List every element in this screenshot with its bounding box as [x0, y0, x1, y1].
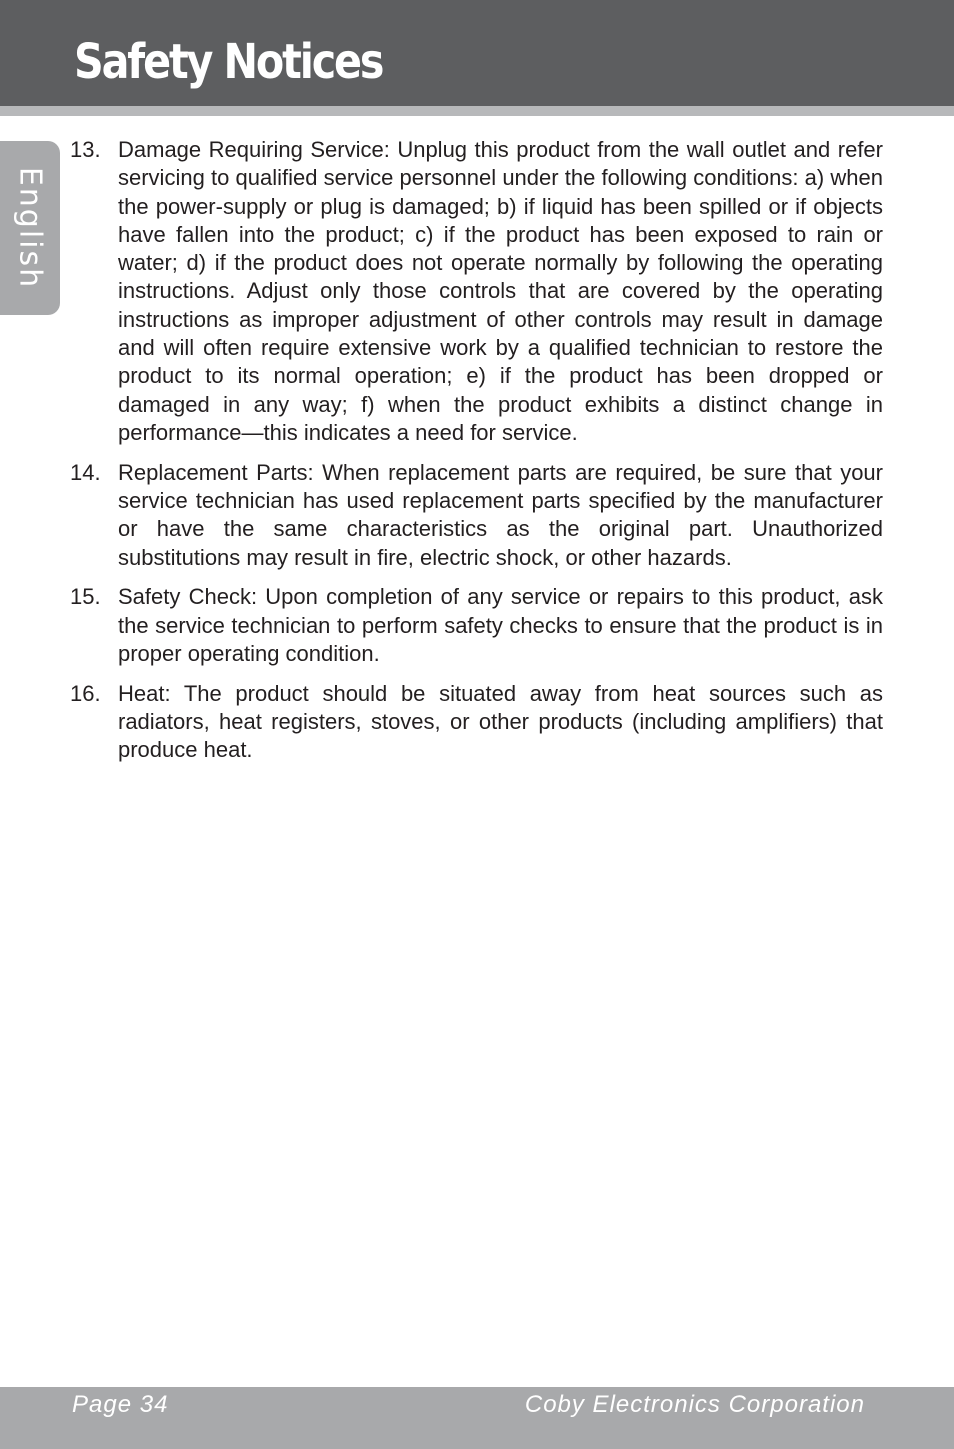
item-number: 13.: [70, 137, 101, 162]
header-divider: [0, 106, 954, 116]
item-number: 14.: [70, 459, 101, 485]
item-text: Replacement Parts: When replacement parts are required, be sure that your service technician has used replacement parts specified by the manufacturer or have the same characteristics as the original part. Unauthorized substitutions may result in fire, electric shock, or other hazards.: [118, 459, 883, 570]
page-title: Safety Notices: [74, 34, 383, 90]
company-name: Coby Electronics Corporation: [524, 1391, 865, 1418]
list-item: [70, 583, 883, 668]
item-number: 16.: [70, 680, 101, 706]
list-item: [70, 136, 883, 447]
safety-notice-list: [70, 136, 883, 776]
item-text: Safety Check: Upon completion of any service or repairs to this product, ask the service technician to perform safety checks to ensure that the product is in proper operating condition.: [118, 584, 883, 667]
list-item: [70, 459, 883, 572]
language-tab-label: English: [12, 166, 48, 290]
item-text: Damage Requiring Service: Unplug this product from the wall outlet and refer servicing to qualified service personnel under the following conditions: a) when the power-supply or plug is damaged; b) if liquid has been spilled or if objects have fallen into the product; c) if the product has been exposed to rain or water; d) if the product does not operate normally by following the operating instructions. Adjust only those controls that are covered by the operating instructions as improper adjustment of other controls may result in damage and will often require extensive work by a qualified technician to restore the product to its normal operation; e) if the product has been dropped or damaged in any way; f) when the product exhibits a distinct change in performance—this indicates a need for service.: [118, 137, 883, 445]
list-item: [70, 680, 883, 765]
page-number: Page 34: [72, 1391, 169, 1418]
item-number: 15.: [70, 584, 101, 610]
item-text: Heat: The product should be situated away from heat sources such as radiators, heat registers, stoves, or other products (including amplifiers) that produce heat.: [118, 680, 883, 763]
